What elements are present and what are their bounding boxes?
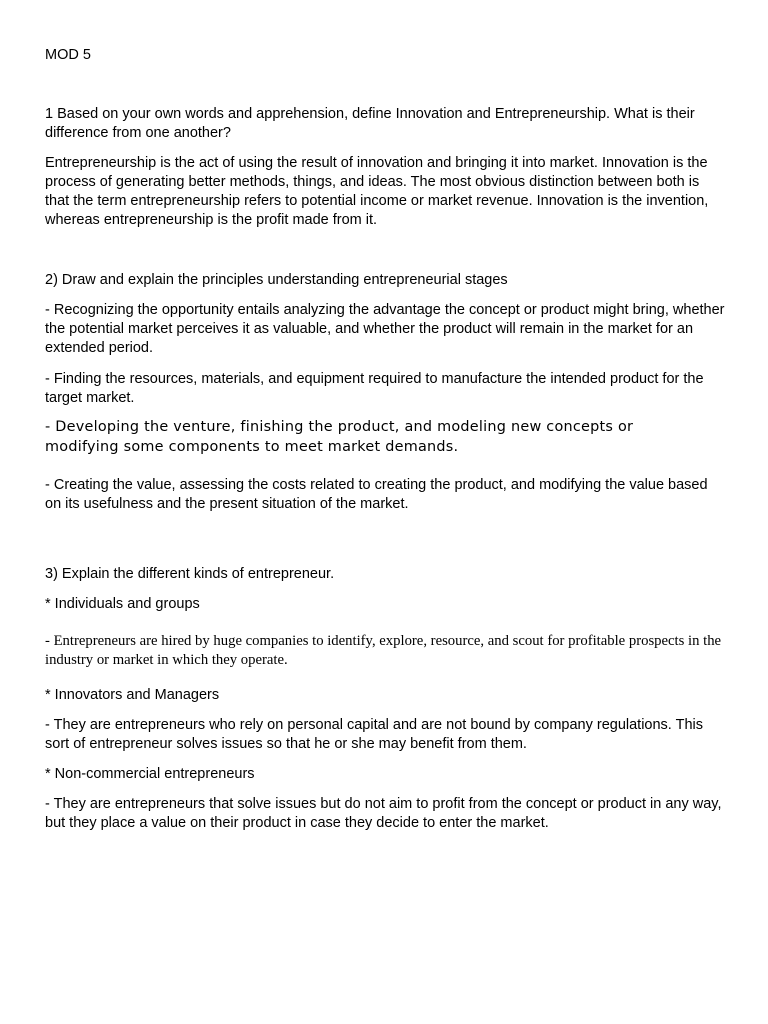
stage-recognizing-opportunity: - Recognizing the opportunity entails analyzing the advantage the concept or product might bring, whether the potential market perceives it as valuable, and whether the product will remain in the market for an extended period. bbox=[45, 302, 725, 356]
question-3: 3) Explain the different kinds of entrepreneur. bbox=[45, 566, 335, 582]
kind-heading-individuals-groups: * Individuals and groups bbox=[45, 596, 200, 612]
document-title: MOD 5 bbox=[45, 47, 91, 63]
kind-description-innovators-managers: - They are entrepreneurs who rely on personal capital and are not bound by company regulations. This sort of entrepreneur solves issues so that he or she may benefit from them. bbox=[45, 717, 703, 752]
question-1: 1 Based on your own words and apprehension, define Innovation and Entrepreneurship. What is their difference from one another? bbox=[45, 106, 695, 141]
kind-heading-innovators-managers: * Innovators and Managers bbox=[45, 687, 220, 703]
kind-description-individuals-groups: - Entrepreneurs are hired by huge companies to identify, explore, resource, and scout for profitable prospects in the industry or market in which they operate. bbox=[45, 633, 722, 668]
question-2: 2) Draw and explain the principles understanding entrepreneurial stages bbox=[45, 272, 508, 288]
kind-description-non-commercial: - They are entrepreneurs that solve issues but do not aim to profit from the concept or product in any way, but they place a value on their product in case they decide to enter the market. bbox=[45, 796, 722, 831]
stage-finding-resources: - Finding the resources, materials, and equipment required to manufacture the intended product for the target market. bbox=[45, 371, 704, 406]
stage-creating-value: - Creating the value, assessing the costs related to creating the product, and modifying the value based on its usefulness and the present situation of the market. bbox=[45, 477, 708, 512]
answer-1: Entrepreneurship is the act of using the result of innovation and bringing it into market. Innovation is the process of generating better methods, things, and ideas. The most obvious distinction between both is that the term entrepreneurship refers to potential income or market revenue. Innovation is the invention, whereas entrepreneurship is the profit made from it. bbox=[45, 155, 709, 228]
stage-developing-venture: - Developing the venture, finishing the product, and modeling new concepts or modifying some components to meet market demands. bbox=[45, 419, 634, 455]
kind-heading-non-commercial: * Non-commercial entrepreneurs bbox=[45, 766, 255, 782]
